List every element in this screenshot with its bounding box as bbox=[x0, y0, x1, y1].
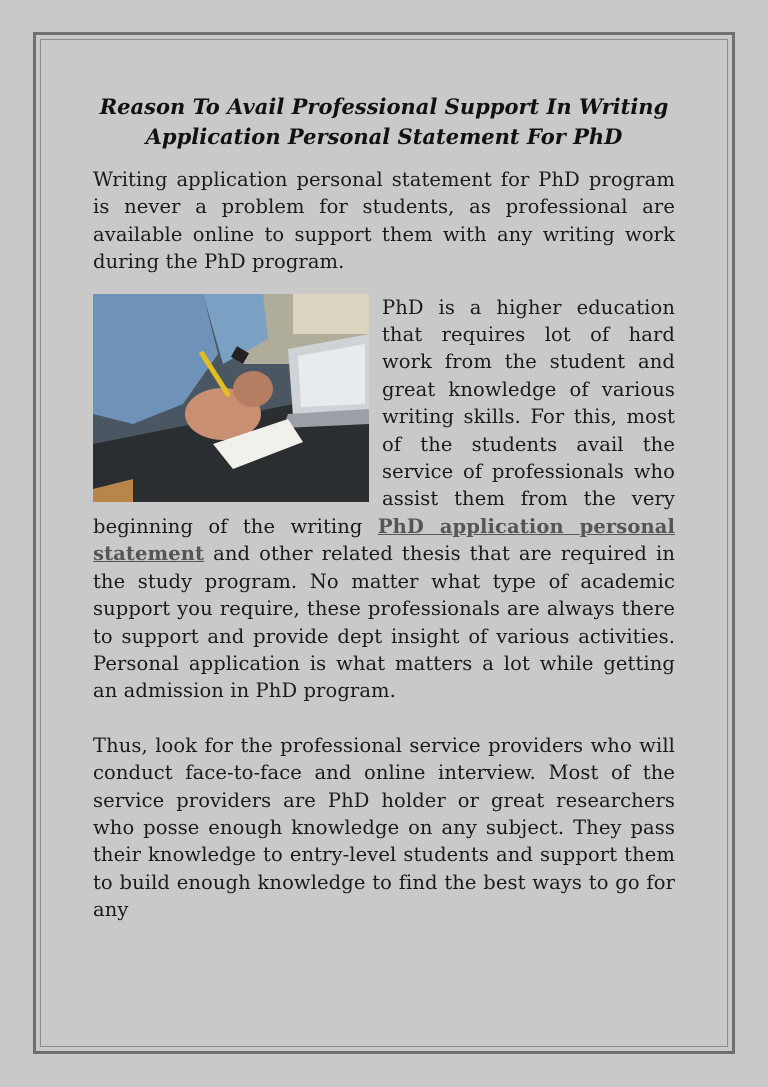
paragraph-main bbox=[93, 294, 675, 705]
document-body bbox=[93, 92, 675, 924]
writing-photo bbox=[93, 294, 369, 502]
paragraph-closing: Thus, look for the professional service providers who will conduct face-to-face and online interview. Most of the service providers are PhD holder or great researchers who posse enough knowledge on any subject. They pass their knowledge to entry-level students and support them to build enough knowledge to find the best ways to go for any bbox=[93, 733, 675, 922]
paragraph-main-text-end: and other related thesis that are required in the study program. No matter what type of academic support you require, these professionals are always there to support and provide dept insight of various activities. Personal application is what matters a lot while getting an admission in PhD program. bbox=[93, 542, 675, 703]
paragraph-main-text: PhD is a higher education that requires lot of hard work from the student and great knowledge of various writing skills. For this, most of the students avail the service of professionals who assist them from the very beginning of the writing bbox=[93, 295, 675, 538]
paragraph-intro: Writing application personal statement for PhD program is never a problem for students, as professional are available online to support them with any writing work during the PhD program. bbox=[93, 168, 675, 274]
document-title: Reason To Avail Professional Support In Writing Application Personal Statement For PhD bbox=[99, 94, 669, 149]
personal-statement-link[interactable]: PhD application personal statement bbox=[93, 514, 675, 566]
